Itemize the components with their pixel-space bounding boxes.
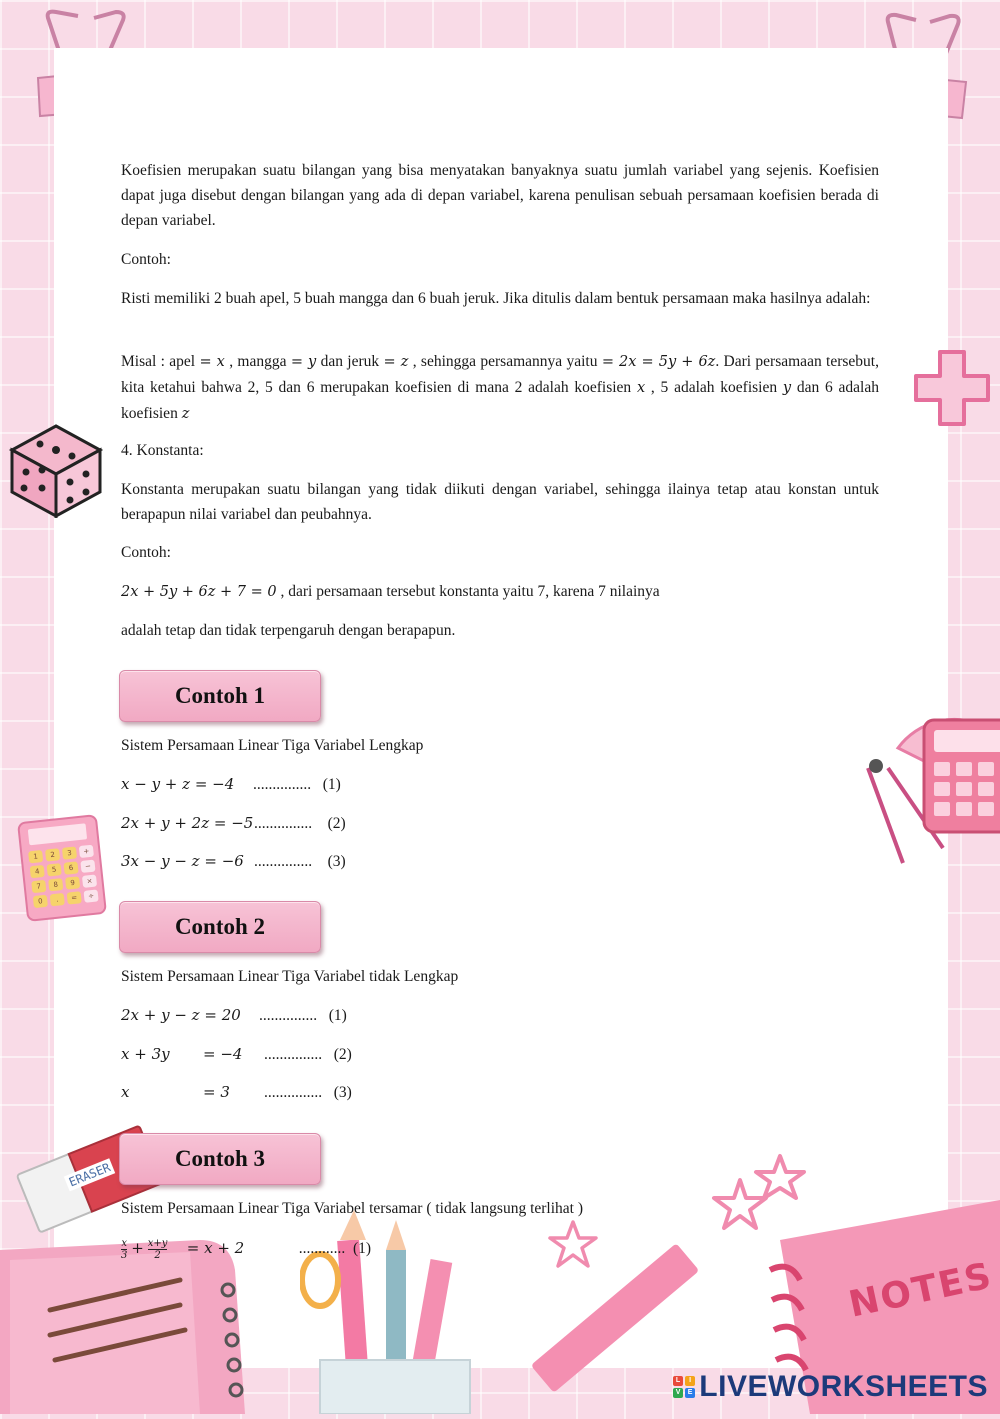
calc-key: 4 (30, 865, 45, 878)
liveworksheets-mark-icon (673, 1376, 695, 1398)
contoh-label-2: Contoh: (121, 544, 171, 561)
eraser-label: ERASER (64, 1158, 116, 1191)
konstanta-definition: Konstanta merupakan suatu bilangan yang tidak diikuti dengan variabel, sehingga ilainya tetap atau konstan untuk berapapun nilai variabel dan peubahnya. (121, 481, 879, 523)
star-small (548, 1220, 598, 1275)
notes-label: NOTES (845, 1255, 997, 1326)
example-2-equation-2: x + 3y = −4 ............... (2) (121, 1045, 352, 1063)
calc-key: × (82, 874, 97, 887)
calc-key: 3 (62, 846, 77, 859)
calc-key: 1 (28, 850, 43, 863)
brand-mark-l: L (673, 1376, 683, 1386)
plus-icon (912, 348, 992, 433)
pencil-cup (300, 1200, 490, 1419)
fraction-x-over-3: $\frac{x}{3}$ (121, 1237, 128, 1261)
contoh-1-button[interactable]: Contoh 1 (119, 670, 321, 722)
calc-key: + (79, 845, 94, 858)
calc-key: 9 (65, 876, 80, 889)
calc-key: 5 (47, 863, 62, 876)
brand-mark-v: V (673, 1388, 683, 1398)
calculator-left (17, 814, 107, 922)
example-1-equation-1: x − y + z = −4 ............... (1) (121, 775, 341, 793)
calc-key: 8 (48, 878, 63, 891)
calc-key: = (67, 891, 82, 904)
example-1-equation-2: 2x + y + 2z = −5............... (2) (121, 814, 346, 832)
brand-name: LIVEWORKSHEETS (699, 1370, 988, 1403)
dice-icon (8, 422, 104, 523)
konstanta-example: 2x + 5y + 6z + 7 = 0 , dari persamaan tersebut konstanta yaitu 7, karena 7 nilainya (121, 583, 660, 600)
contoh-label-1: Contoh: (121, 251, 171, 268)
fraction-xy-over-2: $\frac{x+y}{2}$ (147, 1237, 168, 1261)
example-2-title: Sistem Persamaan Linear Tiga Variabel tidak Lengkap (121, 968, 459, 985)
konstanta-example-cont: adalah tetap dan tidak terpengaruh dengan berapapun. (121, 622, 456, 639)
example-3-title: Sistem Persamaan Linear Tiga Variabel tersamar ( tidak langsung terlihat ) (121, 1200, 584, 1217)
calc-key: ÷ (84, 889, 99, 902)
example-1-equation-3: 3x − y − z = −6 ............... (3) (121, 852, 346, 870)
brand-mark-e: E (685, 1388, 695, 1398)
calc-key: 2 (45, 848, 60, 861)
example-1-title: Sistem Persamaan Linear Tiga Variabel Lengkap (121, 737, 424, 754)
example-2-equation-3: x = 3 ............... (3) (121, 1083, 352, 1101)
example-2-equation-1: 2x + y − z = 20 ............... (1) (121, 1006, 347, 1024)
calc-key: 6 (63, 861, 78, 874)
example-3-equation-1: $\frac{x}{3}$ + $\frac{x+y}{2}$ = x + 2 ............ (1) (121, 1237, 372, 1261)
calculator-right (920, 716, 1000, 841)
konstanta-heading: 4. Konstanta: (121, 442, 204, 459)
calc-key: . (50, 893, 65, 906)
apel-paragraph: Risti memiliki 2 buah apel, 5 buah mangga dan 6 buah jeruk. Jika ditulis dalam bentuk persamaan maka hasilnya adalah: (121, 290, 871, 307)
contoh-2-button[interactable]: Contoh 2 (119, 901, 321, 953)
calc-key: 7 (31, 880, 46, 893)
koefisien-definition: Koefisien merupakan suatu bilangan yang bisa menyatakan banyaknya suatu jumlah variabel yang sejenis. Koefisien dapat juga disebut dengan bilangan yang ada di depan variabel, karena penulisan sebuah persamaan koefisien berada di depan variabel. (121, 162, 879, 229)
liveworksheets-logo[interactable] (673, 1370, 988, 1404)
misal-paragraph: Misal : apel = x , mangga = y dan jeruk = z , sehingga persamannya yaitu = 2x = 5y + 6z. Dari persamaan tersebut, kita ketahui bahwa 2, 5 dan 6 merupakan koefisien di mana 2 adalah koefisien x , 5 adalah koefisien y dan 6 adalah koefisien z (121, 353, 879, 422)
calc-key: − (80, 860, 95, 873)
calc-key: 0 (33, 895, 48, 908)
brand-mark-i: I (685, 1376, 695, 1386)
contoh-3-button[interactable]: Contoh 3 (119, 1133, 321, 1185)
